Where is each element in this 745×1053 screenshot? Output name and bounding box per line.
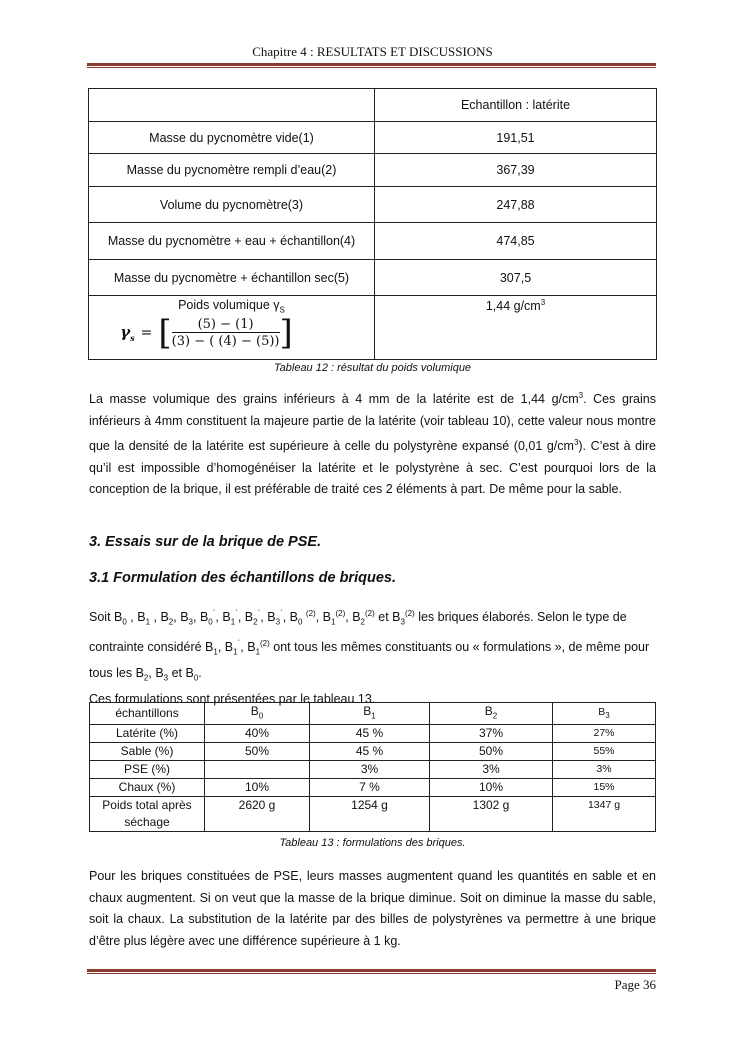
footer-rule bbox=[87, 969, 656, 972]
subscript: 2 bbox=[360, 617, 365, 627]
table-cell: 37% bbox=[430, 725, 553, 743]
text-run: . bbox=[198, 666, 202, 681]
formula-lhs: γ bbox=[120, 322, 131, 341]
paragraph-3 bbox=[89, 866, 656, 952]
superscript: (2) bbox=[364, 609, 375, 618]
table-header-cell: $B_0$ bbox=[205, 703, 310, 725]
text-run: , bbox=[148, 666, 156, 681]
table-13-caption: Tableau 13 : formulations des briques. bbox=[279, 837, 466, 849]
table-cell: 367,39 bbox=[375, 154, 657, 187]
poids-label: Poids volumique γ bbox=[178, 298, 280, 312]
table-row bbox=[89, 223, 657, 260]
formula-denominator: (3) − ( (4) − (5)) bbox=[171, 333, 280, 349]
subscript: 1 bbox=[331, 617, 336, 627]
text-run: , bbox=[173, 610, 181, 625]
table-cell: 247,88 bbox=[375, 187, 657, 223]
table-cell: Masse du pycnomètre + eau + échantillon(4) bbox=[89, 223, 375, 260]
text-run: , bbox=[345, 610, 353, 625]
subscript: 3 bbox=[275, 617, 281, 627]
subsection-heading: 3.1 Formulation des échantillons de briques. bbox=[89, 570, 396, 586]
superscript: 3 bbox=[578, 391, 584, 400]
table-row bbox=[90, 703, 656, 725]
table-12-caption: Tableau 12 : résultat du poids volumique bbox=[273, 362, 472, 374]
table-cell: 3% bbox=[430, 761, 553, 779]
text-run: ). C’est à dire qu’il est impossible d’homogénéiser la latérite et le polystyrène à sec. C’est pourquoi lors de la conception de la brique, il est préférable de traité ces 2 éléments à part. De même pour la sable. bbox=[89, 439, 656, 497]
page-header: Chapitre 4 : RESULTATS ET DISCUSSIONS bbox=[252, 44, 493, 59]
formula-fraction bbox=[172, 317, 280, 349]
table-cell: 50% bbox=[430, 743, 553, 761]
table-12 bbox=[88, 88, 657, 360]
text-run: Pour les briques constituées de PSE, leurs masses augmentent quand les quantités en sable et en chaux augmentent. Si on veut que la masse de la brique diminue. Soit on diminue la masse du sable, soit la chaux. La substitution de la latérite par des billes de polystyrènes va permettre à une brique d’être plus légère avec une différence supérieure à 1 kg. bbox=[89, 869, 656, 948]
subscript: 2 bbox=[143, 673, 149, 683]
table-row bbox=[89, 122, 657, 154]
subscript: 0 bbox=[193, 673, 199, 683]
formula-numerator: (5) − (1) bbox=[197, 316, 254, 332]
subscript: 1 bbox=[230, 617, 236, 627]
table-cell: 7 % bbox=[310, 779, 430, 797]
text-run: , bbox=[237, 610, 245, 625]
text-run: , bbox=[240, 640, 248, 655]
superscript: ΄ bbox=[280, 609, 283, 618]
text-run: , bbox=[260, 610, 268, 625]
subscript: s bbox=[130, 332, 135, 343]
table-cell bbox=[205, 761, 310, 779]
subscript: 0 bbox=[297, 617, 303, 627]
superscript: ΄ bbox=[235, 609, 238, 618]
table-cell bbox=[89, 89, 375, 122]
table-row bbox=[90, 743, 656, 761]
table-cell: 1254 g bbox=[310, 797, 430, 832]
table-cell: Volume du pycnomètre(3) bbox=[89, 187, 375, 223]
table-header-cell: $B_2$ bbox=[430, 703, 553, 725]
subscript: 3 bbox=[188, 617, 193, 627]
subscript: 2 bbox=[168, 617, 174, 627]
table-cell: 45 % bbox=[310, 743, 430, 761]
superscript: (2) bbox=[404, 609, 415, 618]
table-header-cell: Echantillon : latérite bbox=[375, 89, 657, 122]
subscript: 0 bbox=[208, 617, 213, 627]
text-run: , bbox=[193, 610, 200, 625]
subscript: 1 bbox=[255, 647, 261, 657]
text-run: . Ces grains inférieurs à 4mm constituent la majeure partie de la latérite (voir tableau 10), cette valeur nous montre que la densité de la latérite est supérieure à celle du polystyrène expansé (0,01 g/cm bbox=[89, 392, 656, 454]
footer-rule-thin bbox=[87, 973, 656, 974]
table-cell: 45 % bbox=[310, 725, 430, 743]
section-heading: 3. Essais sur de la brique de PSE. bbox=[89, 534, 322, 550]
table-cell: 10% bbox=[430, 779, 553, 797]
subscript: 3 bbox=[163, 673, 169, 683]
table-cell: 1302 g bbox=[430, 797, 553, 832]
subscript: 2 bbox=[492, 711, 498, 721]
subscript: S bbox=[279, 305, 285, 315]
table-cell: 3% bbox=[553, 761, 656, 779]
table-row bbox=[90, 779, 656, 797]
subscript: 3 bbox=[605, 710, 610, 720]
table-row bbox=[90, 761, 656, 779]
subscript: 1 bbox=[233, 647, 238, 657]
table-cell: Latérite (%) bbox=[90, 725, 205, 743]
table-cell: 27% bbox=[553, 725, 656, 743]
superscript: 3 bbox=[573, 438, 579, 448]
formula-gamma bbox=[120, 323, 134, 343]
subscript: 0 bbox=[122, 617, 127, 627]
page-number: Page 36 bbox=[614, 977, 656, 992]
table-cell: 2620 g bbox=[205, 797, 310, 832]
table-row bbox=[89, 296, 657, 360]
bracket-right: ] bbox=[279, 312, 293, 353]
table-header-cell: $B_1$ bbox=[310, 703, 430, 725]
table-cell bbox=[375, 296, 657, 360]
paragraph-1 bbox=[89, 385, 656, 501]
superscript: ΄ bbox=[212, 609, 216, 618]
table-row bbox=[89, 260, 657, 296]
subscript: 2 bbox=[253, 617, 258, 627]
table-cell: 1347 g bbox=[553, 797, 656, 832]
poids-value: 1,44 g/cm bbox=[485, 299, 541, 314]
table-row bbox=[89, 89, 657, 122]
table-cell: Masse du pycnomètre vide(1) bbox=[89, 122, 375, 154]
table-cell: 3% bbox=[310, 761, 430, 779]
table-cell: Masse du pycnomètre + échantillon sec(5) bbox=[89, 260, 375, 296]
superscript: (2) bbox=[260, 639, 270, 649]
subscript: 0 bbox=[258, 711, 264, 721]
table-cell: 50% bbox=[205, 743, 310, 761]
text-run: La masse volumique des grains inférieurs à 4 mm de la latérite est de 1,44 g/cm bbox=[89, 392, 579, 407]
table-cell bbox=[89, 296, 375, 360]
text-run: , bbox=[315, 610, 323, 625]
text-run: , bbox=[126, 610, 138, 625]
table-cell: 15% bbox=[553, 779, 656, 797]
superscript: 3 bbox=[540, 298, 546, 307]
text-run: , bbox=[282, 610, 290, 625]
text-run: et bbox=[168, 666, 186, 681]
subscript: 1 bbox=[145, 617, 151, 627]
table-cell: Chaux (%) bbox=[90, 779, 205, 797]
table-row bbox=[90, 725, 656, 743]
superscript: ΄ bbox=[237, 639, 241, 649]
table-cell: PSE (%) bbox=[90, 761, 205, 779]
subscript: 3 bbox=[400, 617, 405, 627]
subscript: 1 bbox=[371, 711, 376, 721]
superscript: (2) bbox=[305, 609, 316, 618]
table-row bbox=[90, 797, 656, 832]
text-run: les briques élaborés. Selon le type de contrainte considéré bbox=[89, 610, 627, 655]
text-run: , bbox=[217, 640, 225, 655]
text-run: , bbox=[150, 610, 161, 625]
table-cell: Sable (%) bbox=[90, 743, 205, 761]
table-header-cell: échantillons bbox=[90, 703, 205, 725]
table-cell: Poids total après séchage bbox=[90, 797, 205, 832]
table-row bbox=[89, 154, 657, 187]
table-header-cell: $B_3$ bbox=[553, 703, 656, 725]
text-run: , bbox=[215, 610, 223, 625]
table-cell: 10% bbox=[205, 779, 310, 797]
text-run: ont tous les mêmes constituants ou « formulations », de même pour tous les bbox=[89, 640, 650, 681]
superscript: ΄ bbox=[257, 609, 261, 618]
table-cell: 191,51 bbox=[375, 122, 657, 154]
paragraph-2-line2: Ces formulations sont présentées par le tableau 13. bbox=[89, 692, 376, 707]
paragraph-2: Soit $B_0$ , $B_1$ , $B_2$, $B_3$, $B_0^΄$, $B_1^΄$, $B_2^΄$, $B_3^΄$, $B_0$ $^{(2)}$, $B_1^{(2)}$, $B_2^{(2)}$ et $B_3^{(2)}$ les briques élaborés. Selon le type de contrainte considéré $B_1$, $B_1^΄$, $B_1^{(2)}$ ont tous les mêmes constituants ou « formulations », de même pour tous les $B_2$, $B_3$ et $B_0$. Ces formulations sont présentées par le tableau 13. bbox=[89, 603, 656, 711]
subscript: 1 bbox=[213, 647, 218, 657]
formula-equals: = bbox=[140, 324, 153, 341]
table-13 bbox=[89, 702, 656, 832]
table-row bbox=[89, 187, 657, 223]
table-cell: Masse du pycnomètre rempli d’eau(2) bbox=[89, 154, 375, 187]
text-run: et bbox=[374, 610, 393, 625]
header-rule bbox=[87, 63, 656, 66]
header-rule-thin bbox=[87, 67, 656, 68]
table-cell: 55% bbox=[553, 743, 656, 761]
formula bbox=[91, 312, 322, 353]
superscript: (2) bbox=[335, 609, 346, 618]
table-cell: 474,85 bbox=[375, 223, 657, 260]
bracket-left: [ bbox=[158, 312, 172, 353]
table-cell: 307,5 bbox=[375, 260, 657, 296]
table-cell: 40% bbox=[205, 725, 310, 743]
text-run: Soit B bbox=[89, 610, 123, 625]
